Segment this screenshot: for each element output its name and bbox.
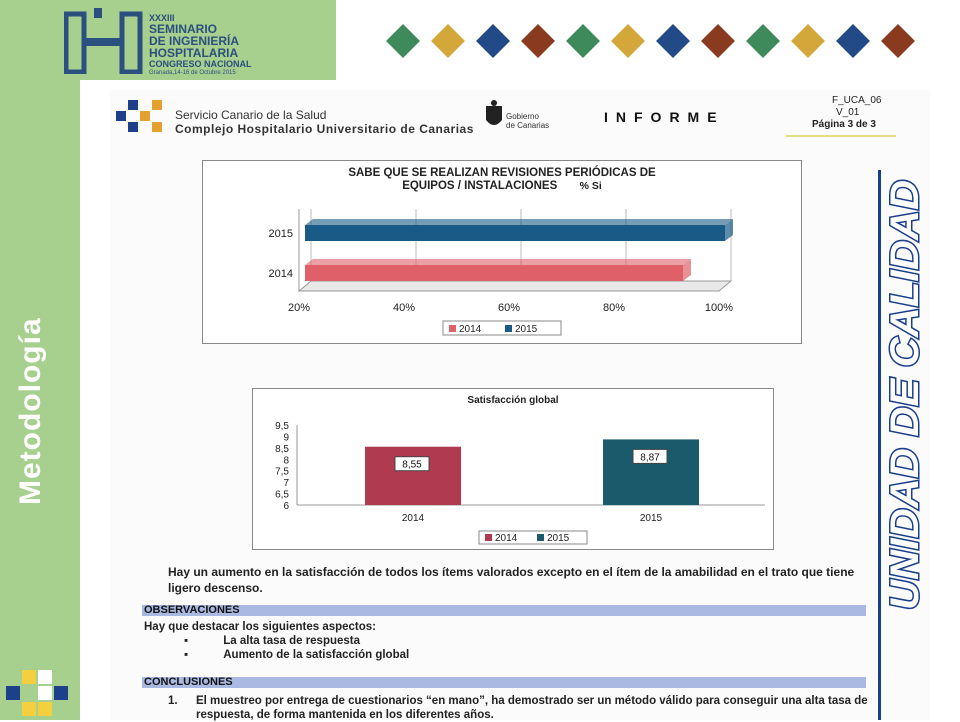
- unidad-de-calidad-title: [878, 170, 930, 630]
- chart2-legend-label: 2014: [495, 533, 518, 544]
- chart1-bar-top-2015: [305, 219, 733, 225]
- diamond-shape: [566, 24, 600, 58]
- conclusion-1: 1. El muestreo por entrega de cuestionarios “en mano”, ha demostrado ser un método válido para conseguir una alta tasa de respuesta, de forma mantenida en los diferentes años.: [168, 695, 868, 721]
- vertical-title-text: UNIDAD DE CALIDAD: [883, 196, 927, 610]
- report-title: INFORME: [604, 109, 725, 125]
- chart2-plot: [253, 389, 773, 549]
- document-reference: F_UCA_06 V_01 Página 3 de 3: [812, 95, 882, 130]
- chart1-tick-label: 40%: [392, 302, 416, 314]
- chart2-title: Satisfacción global: [467, 395, 559, 406]
- diamond-shape: [836, 24, 870, 58]
- chart2-category-label: 2014: [401, 513, 425, 524]
- chart1-legend-swatch: [449, 325, 456, 332]
- chart2-legend-swatch: [485, 534, 492, 541]
- conclusiones-band: [142, 677, 866, 688]
- chart-satisfaccion: [252, 388, 774, 550]
- conclusiones-heading: CONCLUSIONES: [144, 676, 233, 688]
- chart2-tick-label: 9: [283, 432, 289, 444]
- diamond-shape: [386, 24, 420, 58]
- chart1-tick-label: 80%: [602, 302, 626, 314]
- chart1-floor: [299, 281, 731, 291]
- chart-revisiones: [202, 160, 802, 344]
- diamond-shape: [701, 24, 735, 58]
- chart2-tick-label: 7: [283, 478, 289, 490]
- observaciones-heading: OBSERVACIONES: [144, 604, 240, 616]
- chart2-tick-label: 8: [283, 455, 289, 467]
- chart2-bar-2014: [365, 447, 461, 505]
- chart1-tick-label: 20%: [287, 302, 311, 314]
- diamond-shape: [881, 24, 915, 58]
- chart1-category-label: 2014: [268, 268, 293, 280]
- hospital-name: Complejo Hospitalario Universitario de Canarias: [175, 122, 474, 136]
- diamond-shape: [611, 24, 645, 58]
- corner-cross-logo: [6, 670, 76, 716]
- diamond-shape: [431, 24, 465, 58]
- diamond-shape: [656, 24, 690, 58]
- chart2-tick-label: 7,5: [275, 466, 289, 478]
- chart1-subtitle: % Si: [579, 180, 602, 192]
- bullet-2: ▪ Aumento de la satisfacción global: [184, 649, 410, 661]
- chart1-legend-label: 2015: [515, 324, 538, 335]
- chart1-bar-2014: [305, 265, 683, 281]
- chart2-data-label: 8,87: [640, 452, 660, 464]
- chart2-tick-label: 9,5: [275, 421, 289, 432]
- chart1-tick-label: 60%: [497, 302, 521, 314]
- chart1-plot: [203, 161, 801, 343]
- scs-name: Servicio Canario de la Salud: [175, 108, 327, 122]
- congress-logo: [64, 8, 144, 74]
- chart1-bar-2015: [305, 225, 725, 241]
- chart2-data-label: 8,55: [402, 459, 422, 471]
- coat-of-arms-icon: [484, 100, 504, 130]
- chart2-tick-label: 6: [283, 501, 289, 512]
- bullet-1: ▪ La alta tasa de respuesta: [184, 635, 361, 647]
- diamond-shape: [791, 24, 825, 58]
- observaciones-intro: Hay que destacar los siguientes aspectos:: [144, 621, 377, 633]
- chart1-legend-swatch: [505, 325, 512, 332]
- chart2-legend-label: 2015: [547, 533, 570, 544]
- chart1-category-label: 2015: [268, 228, 293, 240]
- chart2-category-label: 2015: [639, 513, 663, 524]
- congress-title: XXXIII SEMINARIO DE INGENIERÍA HOSPITALARIA CONGRESO NACIONAL Granada,14-16 de Octubre 2015: [149, 13, 252, 76]
- chart2-legend-swatch: [537, 534, 544, 541]
- diamond-shape: [521, 24, 555, 58]
- scs-logo: [116, 100, 168, 134]
- chart1-tick-label: 100%: [704, 302, 734, 314]
- chart1-legend-label: 2014: [459, 324, 482, 335]
- chart2-tick-label: 6,5: [275, 489, 289, 501]
- diamond-shape: [746, 24, 780, 58]
- reference-underline: [786, 135, 896, 137]
- chart2-tick-label: 8,5: [275, 443, 289, 455]
- observaciones-band: [142, 605, 866, 616]
- chart1-bar-top-2014: [305, 259, 691, 265]
- chart1-title: SABE QUE SE REALIZAN REVISIONES PERIÓDICAS DE EQUIPOS / INSTALACIONES % Si: [348, 167, 656, 192]
- decorative-diamonds: [386, 24, 915, 58]
- diamond-shape: [476, 24, 510, 58]
- section-label: Metodología: [14, 317, 47, 505]
- summary-paragraph: Hay un aumento en la satisfacción de todos los ítems valorados excepto en el ítem de la amabilidad en el trato que tiene ligero descenso.: [168, 565, 855, 595]
- gobierno-logo: Gobierno de Canarias: [484, 100, 554, 134]
